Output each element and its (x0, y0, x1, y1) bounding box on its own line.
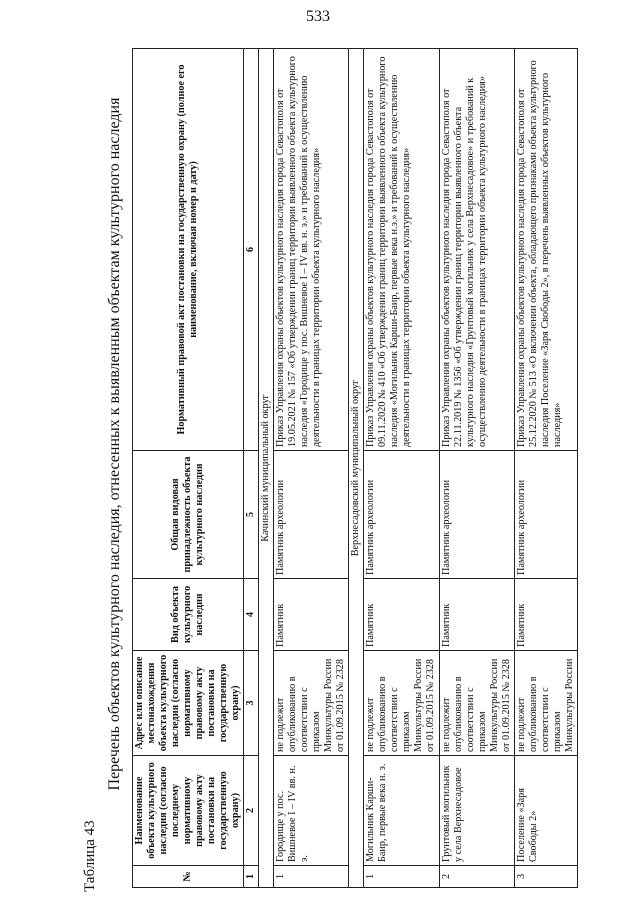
legal-act: Приказ Управления охраны объектов культурного наследия города Севастополя от 09.11.2020 № 410 «Об утверждении границ территории выявленного объекта культурного наследия «Могильник Карши-Баир, первые века н.э.» и требований к осуществлению деятельности в границах территории объекта культурного наследия» (364, 49, 439, 451)
object-name: Могильник Карши-Баир, первые века н. э. (364, 756, 439, 866)
object-type: Памятник (439, 579, 514, 651)
object-address: не подлежит опубликованию в соответствии с приказом Минкультуры России от 01.09.2015 № 2328 (274, 651, 349, 756)
header-category: Общая видовая принадлежность объекта культурного наследия (133, 451, 244, 579)
object-name: Грунтовый могильник у села Верхнесадовое (439, 756, 514, 866)
table-row (514, 49, 577, 888)
district-name: Качинский муниципальный округ (259, 49, 274, 888)
column-number: 2 (244, 756, 259, 866)
table-row (274, 49, 349, 888)
header-legal-act: Нормативный правовой акт постановки на государственную охрану (полное его наименование, включая номер и дату) (133, 49, 244, 451)
table-header-row (133, 49, 244, 888)
district-name: Верхнесадовский муниципальный округ (349, 49, 364, 888)
row-number: 2 (439, 866, 514, 888)
column-number-row (244, 49, 259, 888)
row-number: 1 (274, 866, 349, 888)
header-number: № (133, 866, 244, 888)
legal-act: Приказ Управления охраны объектов культурного наследия города Севастополя от 19.05.2021 № 157 «Об утверждении границ территории выявленного объекта культурного наследия «Городище у пос. Вишневое I – IV вв. н. э.» и требований к осуществлению деятельности в границах территории объекта культурного наследия» (274, 49, 349, 451)
table-label: Таблица 43 (82, 820, 98, 892)
object-category: Памятник археологии (364, 451, 439, 579)
header-name: Наименование объекта культурного наследия (согласно последнему нормативному правовому акту постановки на государственную охрану) (133, 756, 244, 866)
object-address: не подлежит опубликованию в соответствии с приказом Минкультуры России (514, 651, 577, 756)
legal-act: Приказ Управления охраны объектов культурного наследия города Севастополя от 25.12.2020 № 513 «О включении объекта, обладающего признаками объекта культурного наследия Поселение «Заря Свободы 2», в перечень выявленных объектов культурного наследия» (514, 49, 577, 451)
column-number: 1 (244, 866, 259, 888)
heritage-objects-table (132, 48, 578, 888)
column-number: 3 (244, 651, 259, 756)
object-name: Поселение «Заря Свободы 2» (514, 756, 577, 866)
column-number: 5 (244, 451, 259, 579)
object-category: Памятник археологии (514, 451, 577, 579)
table-row (439, 49, 514, 888)
document-title: Перечень объектов культурного наследия, отнесенных к выявленным объектам культурного наследия (106, 97, 123, 791)
object-type: Памятник (514, 579, 577, 651)
row-number: 1 (364, 866, 439, 888)
district-row (349, 49, 364, 888)
object-category: Памятник археологии (439, 451, 514, 579)
row-number: 3 (514, 866, 577, 888)
header-type: Вид объекта культурного наследия (133, 579, 244, 651)
object-address: не подлежит опубликованию в соответствии с приказом Минкультуры России от 01.09.2015 № 2328 (439, 651, 514, 756)
district-row (259, 49, 274, 888)
column-number: 6 (244, 49, 259, 451)
header-address: Адрес или описание местонахождения объекта культурного наследия (согласно нормативному правовому акту постановки на государственную охрану) (133, 651, 244, 756)
object-address: не подлежит опубликованию в соответствии с приказом Минкультуры России от 01.09.2015 № 2328 (364, 651, 439, 756)
object-type: Памятник (364, 579, 439, 651)
page-number: 533 (306, 8, 330, 25)
legal-act: Приказ Управления охраны объектов культурного наследия города Севастополя от 22.11.2019 № 1356 «Об утверждении границ территории выявленного объекта культурного наследия «Грунтовый могильник у села Верхнесадовое» и требований к осуществлению деятельности в границах территории объекта культурного наследия» (439, 49, 514, 451)
table-row (364, 49, 439, 888)
object-category: Памятник археологии (274, 451, 349, 579)
column-number: 4 (244, 579, 259, 651)
object-name: Городище у пос. Вишневое I – IV вв. н. э. (274, 756, 349, 866)
object-type: Памятник (274, 579, 349, 651)
